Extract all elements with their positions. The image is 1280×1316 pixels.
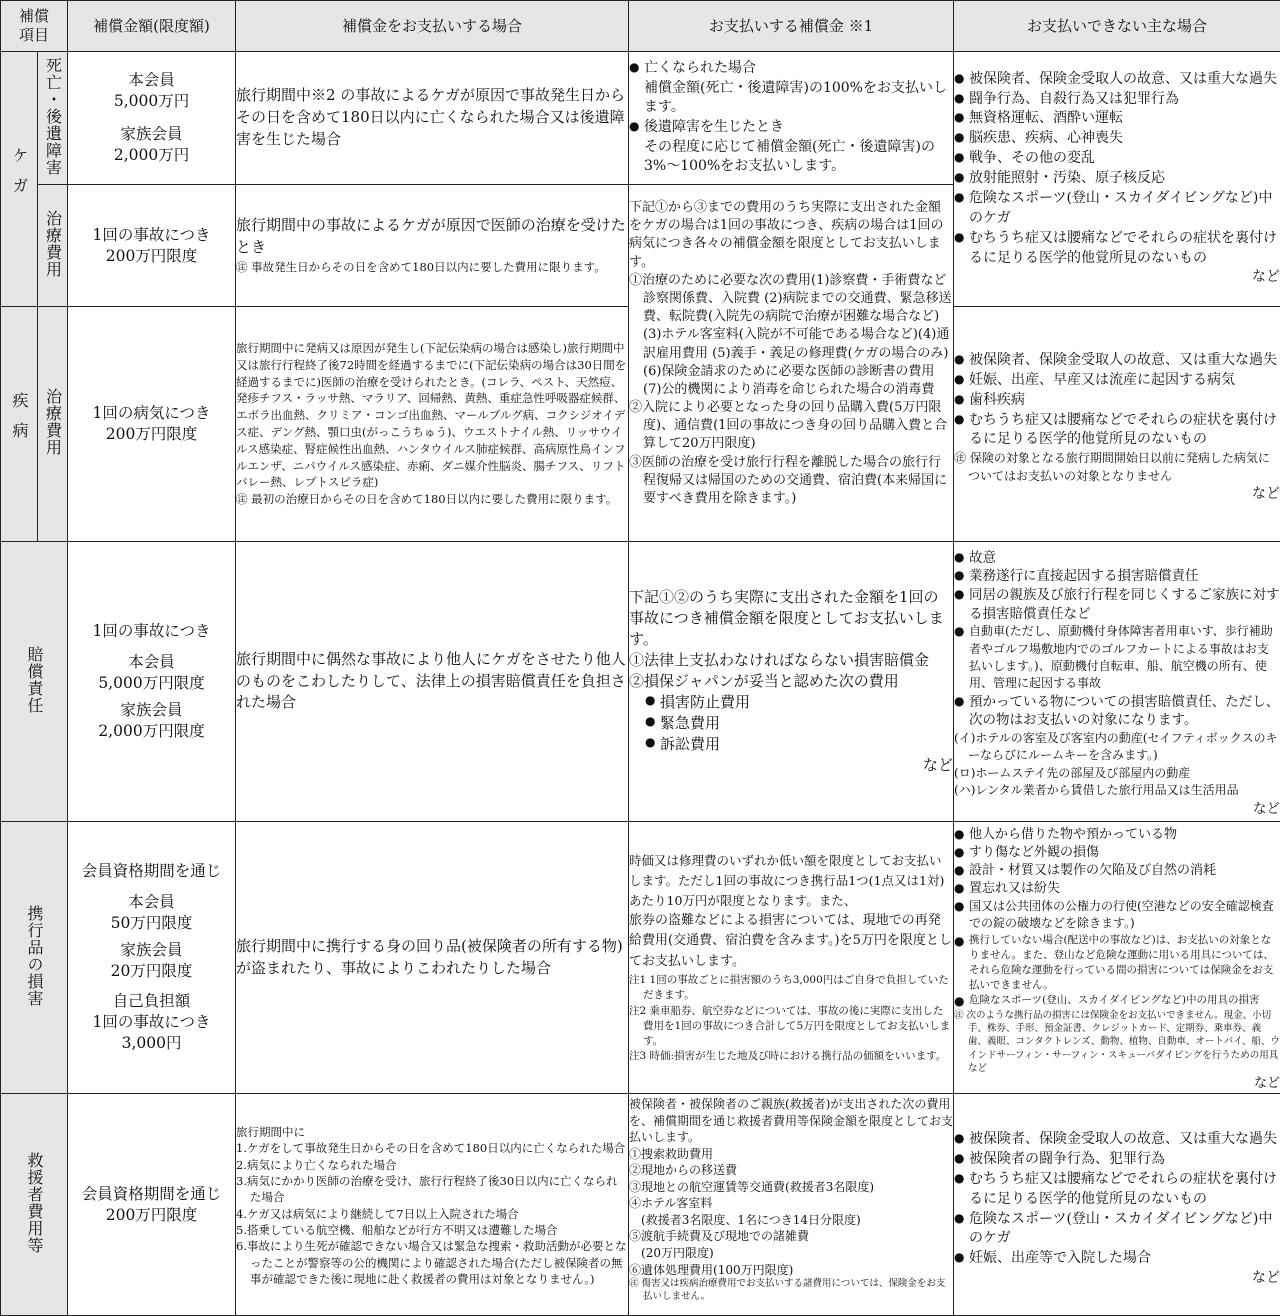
amount-rescue: 会員資格期間を通じ 200万円限度 — [68, 1094, 236, 1316]
row-rescue — [1, 1094, 1280, 1316]
header-amount: 補償金額(限度額) — [68, 1, 236, 52]
group-baggage: 携行品の損害 — [1, 822, 68, 1094]
row-liability — [1, 542, 1280, 822]
amount-illness: 1回の病気につき 200万円限度 — [68, 307, 236, 542]
header-paid: お支払いする補償金 ※1 — [629, 1, 954, 52]
paid-treatment: 下記①から③までの費用のうち実際に支出された金額をケガの場合は1回の事故につき、疾病の場合は1回の病気につき各々の補償金額を限度としてお支払いします。 ①治療のために必要な次の費用(1)診察費・手術費など診察関係費、入院費 (2)病院までの交通費、緊急移送費、転院費(入院先の病院で治療が困難な場合など)(3)ホテル客室料(入院が不可能である場合など)(4)通訳雇用費用 (5)義手・義足の修理費(ケガの場合のみ)(6)保険金請求のために必要な医師の診断書の費用 (7)公的機関により消毒を命じられた場合の消毒費 ②入院により必要となった身の回り品購入費(5万円限度)、通信費(1回の事故につき身の回り品購入費と合算して20万円限度) ③医師の治療を受け旅行行程を離脱した場合の旅行行程復帰又は帰国のための交通費、宿泊費(本来帰国に要すべき費用を除きます。) — [629, 185, 954, 542]
paid-rescue: 被保険者・被保険者のご親族(救援者)が支出された次の費用を、補償期間を通じ救援者費用等保険金額を限度としてお支払いします。 ①捜索救助費用 ②現地からの移送費 ③現地との航空運賃等交通費(救援者3名限度) ④ホテル客室料 (救援者3名限度、1名につき14日分限度) ⑤渡航手続費及び現地での諸雑費 (20万円限度) ⑥遺体処理費用(100万円限度) ㊟ 傷害又は疾病治療費用でお支払いする諸費用については、保険金をお支払いしません。 — [629, 1094, 954, 1316]
group-liability: 賠償責任 — [1, 542, 68, 822]
case-rescue: 旅行期間中に 1.ケガをして事故発生日からその日を含めて180日以内に亡くなられた場合 2.病気により亡くなられた場合 3.病気にかかり医師の治療を受け、旅行行程終了後30日以内に亡くなられた場合 4.ケガ又は病気により継続して7日以上入院された場合 5.搭乗している航空機、船舶などが行方不明又は遭難した場合 6.事故により生死が確認できない場合又は緊急な捜索・救助活動が必要となったことが警察等の公的機関により確認された場合(ただし被保険者の無事が確認できた後に現地に赴く救援者の費用は対象となりません。) — [236, 1094, 629, 1316]
row-baggage — [1, 822, 1280, 1094]
amount-liability: 1回の事故につき 本会員 5,000万円限度 家族会員 2,000万円限度 — [68, 542, 236, 822]
amount-baggage: 会員資格期間を通じ 本会員 50万円限度 家族会員 20万円限度 自己負担額 1回の事故につき 3,000円 — [68, 822, 236, 1094]
paid-liability: 下記①②のうち実際に支出された金額を1回の事故につき補償金額を限度としてお支払いします。 ①法律上支払わなければならない損害賠償金 ②損保ジャパンが妥当と認めた次の費用 ● 損害防止費用 ● 緊急費用 ● 訴訟費用 など — [629, 542, 954, 822]
paid-baggage: 時価又は修理費のいずれか低い額を限度としてお支払いします。ただし1回の事故につき携行品1つ(1点又は1対)あたり10万円が限度となります。また、 旅券の盗難などによる損害については、現地での再発給費用(交通費、宿泊費を含みます。)を5万円を限度としてお支払いします。 注1 1回の事故ごとに損害額のうち3,000円はご自身で負担していただきます。 注2 乗車船券、航空券などについては、事故の後に実際に支出した費用を1回の事故につき合計して5万円を限度としてお支払いします。 注3 時価:損害が生じた地及び時における携行品の価額をいいます。 — [629, 822, 954, 1094]
header-item: 補償 項目 — [1, 1, 68, 52]
sub-death: 死亡・後遺障害 — [38, 52, 68, 185]
amount-death: 本会員 5,000万円 家族会員 2,000万円 — [68, 52, 236, 185]
amount-injury-treatment: 1回の事故につき 200万円限度 — [68, 185, 236, 307]
paid-death: ● 亡くなられた場合 補償金額(死亡・後遺障害)の100%をお支払いします。 ● 後遺障害を生じたとき その程度に応じて補償金額(死亡・後遺障害)の3%～100%をお支払いします。 — [629, 52, 954, 185]
header-row — [1, 1, 1280, 52]
sub-injury-treatment: 治療費用 — [38, 185, 68, 307]
header-excluded: お支払いできない主な場合 — [954, 1, 1280, 52]
excluded-injury: ● 被保険者、保険金受取人の故意、又は重大な過失 ● 闘争行為、自殺行為又は犯罪行為 ● 無資格運転、酒酔い運転 ● 脳疾患、疾病、心神喪失 ● 戦争、その他の変乱 ● 放射能照射・汚染、原子核反応 ● 危険なスポーツ(登山・スカイダイビングなど)中のケガ ● むちうち症又は腰痛などでそれらの症状を裏付けるに足りる医学的他覚所見のないもの など — [954, 52, 1280, 307]
excluded-liability: ● 故意 ● 業務遂行に直接起因する損害賠償責任 ● 同居の親族及び旅行行程を同じくするご家族に対する損害賠償責任など ● 自動車(ただし、原動機付身体障害者用車いす、歩行補助者やゴルフ場敷地内でのゴルフカートによる事故はお支払いします。)、原動機付自転車、船、航空機の所有、使用、管理に起因する事故 ● 預かっている物についての損害賠償責任、ただし、次の物はお支払いの対象になります。 (イ)ホテルの客室及び客室内の動産(セイフティボックスのキーならびにルームキーを含みます。) (ロ)ホームステイ先の部屋及び部屋内の動産 (ハ)レンタル業者から賃借した旅行用品又は生活用品 など — [954, 542, 1280, 822]
excluded-illness: ● 被保険者、保険金受取人の故意、又は重大な過失 ● 妊娠、出産、早産又は流産に起因する病気 ● 歯科疾病 ● むちうち症又は腰痛などでそれらの症状を裏付けるに足りる医学的他覚所見のないもの ㊟ 保険の対象となる旅行期間開始日以前に発病した病気についてはお支払いの対象となりません など — [954, 307, 1280, 542]
case-death: 旅行期間中※2 の事故によるケガが原因で事故発生日からその日を含めて180日以内に亡くなられた場合又は後遺障害を生じた場合 — [236, 52, 629, 185]
group-illness: 疾病 — [1, 307, 38, 542]
case-liability: 旅行期間中に偶然な事故により他人にケガをさせたり他人のものをこわしたりして、法律上の損害賠償責任を負担された場合 — [236, 542, 629, 822]
case-illness: 旅行期間中に発病又は原因が発生し(下記伝染病の場合は感染し)旅行期間中又は旅行行程終了後72時間を経過するまでに(下記伝染病の場合は30日間を経過するまでに)医師の治療を受けられたとき。(コレラ、ペスト、天然痘、発疹チフス・ラッサ熱、マラリア、回帰熱、黄熱、重症急性呼吸器症候群、エボラ出血熱、クリミア・コンゴ出血熱、マールブルグ病、コクシジオイデス症、デング熱、顎口虫(がっこうちゅう)、ウエストナイル熱、リッサウイルス感染症、腎症候性出血熱、ハンタウイルス肺症候群、高病原性鳥インフルエンザ、ニパウイルス感染症、赤痢、ダニ媒介性脳炎、腸チフス、リフトバレー熱、レプトスピラ症) ㊟ 最初の治療日からその日を含めて180日以内に要した費用に限ります。 — [236, 307, 629, 542]
sub-illness-treatment: 治療費用 — [38, 307, 68, 542]
group-injury: ケガ — [1, 52, 38, 307]
case-baggage: 旅行期間中に携行する身の回り品(被保険者の所有する物)が盗まれたり、事故によりこわれたりした場合 — [236, 822, 629, 1094]
case-injury-treatment: 旅行期間中の事故によるケガが原因で医師の治療を受けたとき ㊟ 事故発生日からその日を含めて180日以内に要した費用に限ります。 — [236, 185, 629, 307]
excluded-baggage: ● 他人から借りた物や預かっている物 ● すり傷など外観の損傷 ● 設計・材質又は製作の欠陥及び自然の消耗 ● 置忘れ又は紛失 ● 国又は公共団体の公権力の行使(空港などの安全確認検査での錠の破壊などを除きます。) ● 携行していない場合(配送中の事故など)は、お支払いの対象となりません。また、登山など危険な運動に用いる用具については、それら危険な運動を行っている間の損害については保険金をお支払いできません。 ● 危険なスポーツ(登山、スカイダイビングなど)中の用具の損害 ㊟ 次のような携行品の損害には保険金をお支払いできません。現金、小切手、株券、手形、預金証書、クレジットカード、定期券、乗車券、義歯、義眼、コンタクトレンズ、動物、植物、自動車、オートバイ、船、ウインドサーフィン・サーフィン・スキューバダイビングを行うための用具など など — [954, 822, 1280, 1094]
excluded-rescue: ● 被保険者、保険金受取人の故意、又は重大な過失 ● 被保険者の闘争行為、犯罪行為 ● むちうち症又は腰痛などでそれらの症状を裏付けるに足りる医学的他覚所見のないもの ● 危険なスポーツ(登山・スカイダイビングなど)中のケガ ● 妊娠、出産等で入院した場合 など — [954, 1094, 1280, 1316]
header-case: 補償金をお支払いする場合 — [236, 1, 629, 52]
row-injury-death — [1, 52, 1280, 185]
group-rescue: 救援者費用等 — [1, 1094, 68, 1316]
